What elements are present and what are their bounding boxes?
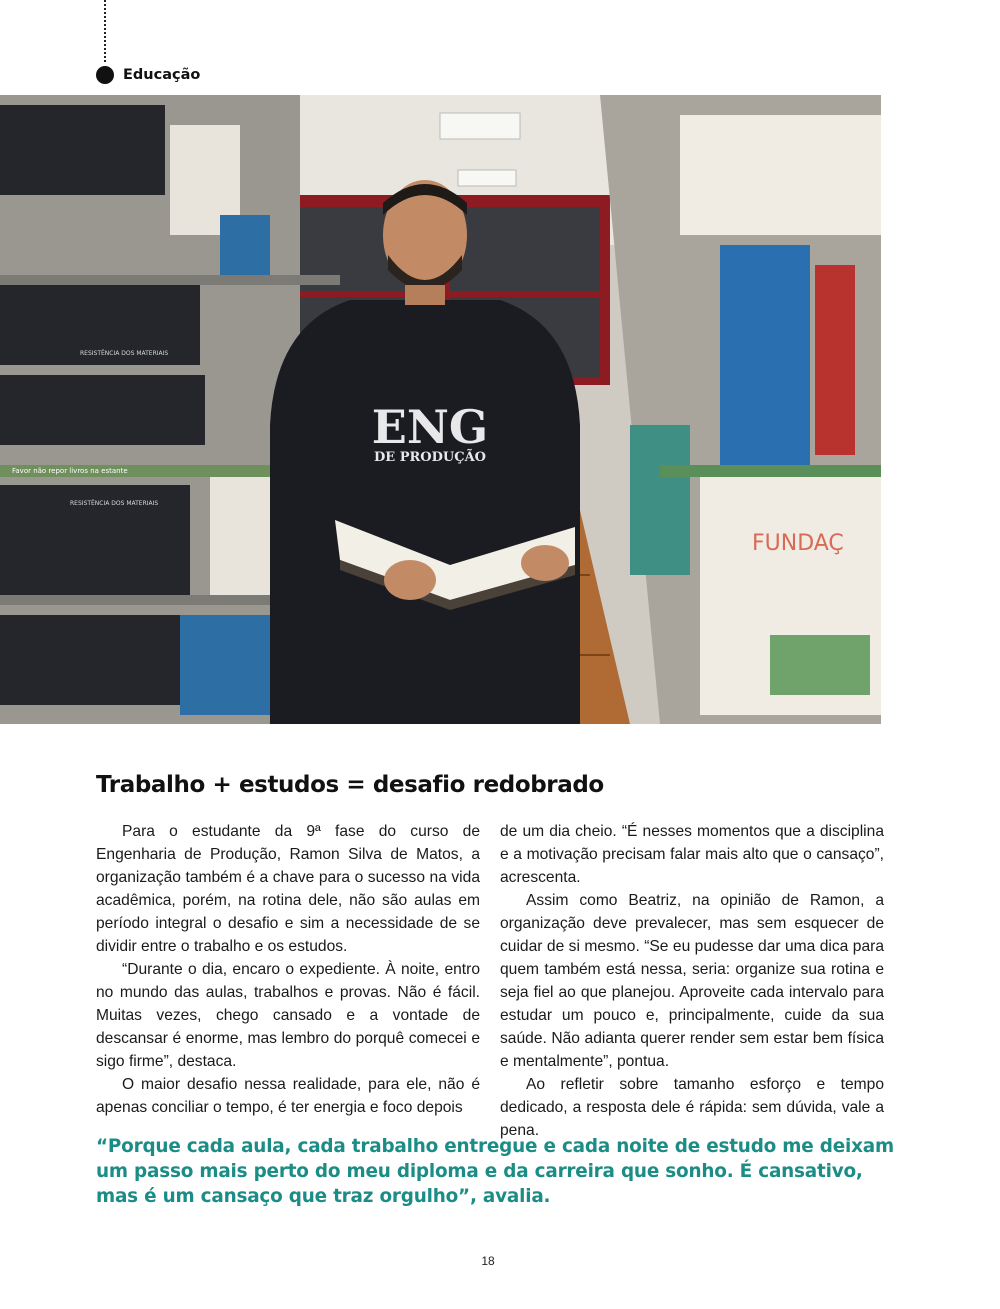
section-header bbox=[96, 66, 200, 84]
section-bullet-icon bbox=[96, 66, 114, 84]
dotted-rule bbox=[104, 0, 106, 62]
spine-text: RESISTÊNCIA DOS MATERIAIS bbox=[80, 350, 169, 357]
pull-quote: “Porque cada aula, cada trabalho entregue e cada noite de estudo me deixam um passo mais perto do meu diploma e da carreira que sonho. É cansativo, mas é um cansaço que traz orgulho”, avalia. bbox=[96, 1136, 894, 1207]
body-paragraph: Para o estudante da 9ª fase do curso de Engenharia de Produção, Ramon Silva de Matos, a organização também é a chave para o sucesso na vida acadêmica, porém, na rotina dele, não são aulas em período integral o desafio e sim a necessidade de se dividir entre o trabalho e os estudos. bbox=[96, 823, 480, 955]
body-paragraph: de um dia cheio. “É nesses momentos que a disciplina e a motivação precisam falar mais alto que o cansaço”, acrescenta. bbox=[500, 823, 884, 886]
sweatshirt-text: ENG bbox=[371, 400, 489, 454]
page-number: 18 bbox=[481, 1254, 495, 1268]
spine-text: RESISTÊNCIA DOS MATERIAIS bbox=[70, 500, 159, 507]
body-paragraph: Assim como Beatriz, na opinião de Ramon, a organização deve prevalecer, mas sem esquecer de cuidar de si mesmo. “Se eu pudesse dar uma dica para quem também está nessa, seria: organize sua rotina e seja fiel ao que planejou. Aproveite cada intervalo para estudar um pouco e, principalmente, cuide da sua saúde. Não adianta querer render sem estar bem física e mentalmente”, pontua. bbox=[500, 892, 884, 1070]
article-column-right bbox=[500, 820, 884, 1142]
shelf-sign-text: Favor não repor livros na estante bbox=[12, 467, 128, 475]
library-photo bbox=[0, 95, 881, 724]
body-paragraph: “Durante o dia, encaro o expediente. À noite, entro no mundo das aulas, trabalhos e provas. Não é fácil. Muitas vezes, chego cansado e a vontade de descansar é enorme, mas lembro do porquê comecei e sigo firme”, destaca. bbox=[96, 961, 480, 1070]
book-cover-text: FUNDAÇ bbox=[752, 531, 844, 556]
body-paragraph: O maior desafio nessa realidade, para ele, não é apenas conciliar o tempo, é ter energia e foco depois bbox=[96, 1076, 480, 1116]
body-paragraph: Ao refletir sobre tamanho esforço e tempo dedicado, a resposta dele é rápida: sem dúvida, vale a pena. bbox=[500, 1076, 884, 1139]
article-column-left bbox=[96, 820, 480, 1119]
article-headline: Trabalho + estudos = desafio redobrado bbox=[96, 772, 604, 798]
sweatshirt-subtext: DE PRODUÇÃO bbox=[374, 450, 486, 465]
section-label: Educação bbox=[123, 67, 201, 83]
